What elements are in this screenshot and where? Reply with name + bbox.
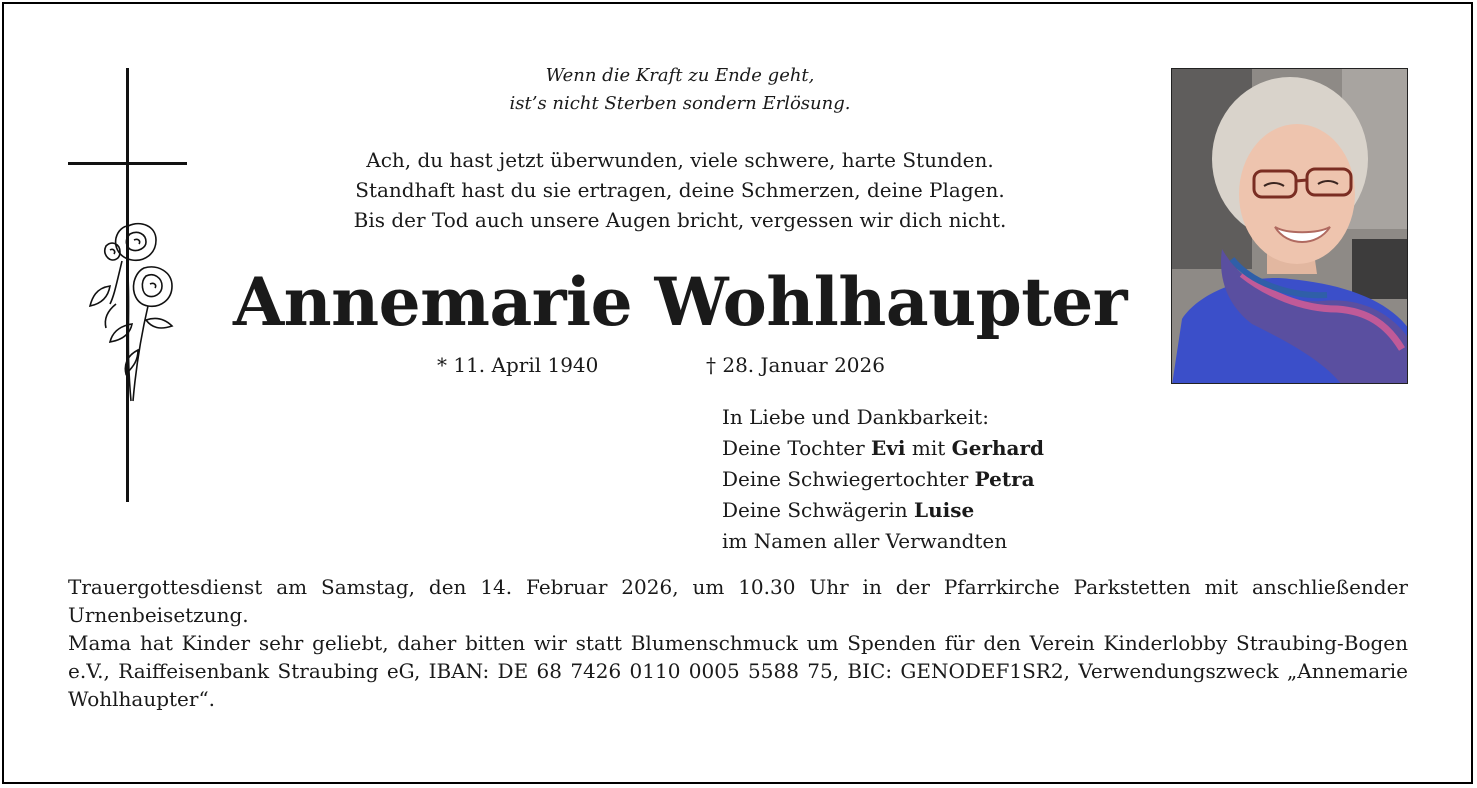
mourner-line xyxy=(722,495,1044,526)
mourner-name: Petra xyxy=(974,467,1035,491)
portrait-photo xyxy=(1171,68,1408,384)
rose-icon xyxy=(86,216,186,406)
mourner-connector: mit xyxy=(905,436,952,460)
verse xyxy=(230,145,1130,235)
deceased-name: Annemarie Wohlhaupter xyxy=(232,263,1128,341)
mourner-relation: Deine Schwägerin xyxy=(722,498,915,522)
verse-line: Standhaft hast du sie ertragen, deine Schmerzen, deine Plagen. xyxy=(355,178,1005,202)
mourner-relation: Deine Tochter xyxy=(722,436,872,460)
mourner-relation: Deine Schwiegertochter xyxy=(722,467,975,491)
motto-line: ist’s nicht Sterben sondern Erlösung. xyxy=(509,93,851,114)
motto xyxy=(330,62,1030,118)
motto-line: Wenn die Kraft zu Ende geht, xyxy=(545,65,815,86)
mourner-line xyxy=(722,464,1044,495)
death-date: † 28. Januar 2026 xyxy=(706,353,885,377)
donation-request: Mama hat Kinder sehr geliebt, daher bitten wir statt Blumenschmuck um Spenden für den Verein Kinderlobby Straubing-Bogen e.V., Raiffeisenbank Straubing eG, IBAN: DE 68 7426 0110 0005 5588 75, BIC: GENODEF1SR2, Verwendungszweck „Annemarie Wohlhaupter“. xyxy=(68,631,1408,711)
verse-line: Ach, du hast jetzt überwunden, viele schwere, harte Stunden. xyxy=(366,148,994,172)
cross-crossbar xyxy=(68,162,187,165)
mourners-intro: In Liebe und Dankbarkeit: xyxy=(722,405,989,429)
service-info xyxy=(68,573,1408,713)
mourner-name: Gerhard xyxy=(951,436,1045,460)
mourner-line xyxy=(722,433,1044,464)
birth-date: * 11. April 1940 xyxy=(437,353,599,377)
verse-line: Bis der Tod auch unsere Augen bricht, vergessen wir dich nicht. xyxy=(353,208,1007,232)
mourners-list xyxy=(722,402,1044,557)
mourner-name: Evi xyxy=(871,436,906,460)
mourner-line: im Namen aller Verwandten xyxy=(722,529,1008,553)
portrait-image xyxy=(1172,69,1408,384)
service-details: Trauergottesdienst am Samstag, den 14. Februar 2026, um 10.30 Uhr in der Pfarrkirche Parkstetten mit anschließender Urnenbeisetzung. xyxy=(68,575,1408,627)
mourner-name: Luise xyxy=(914,498,975,522)
